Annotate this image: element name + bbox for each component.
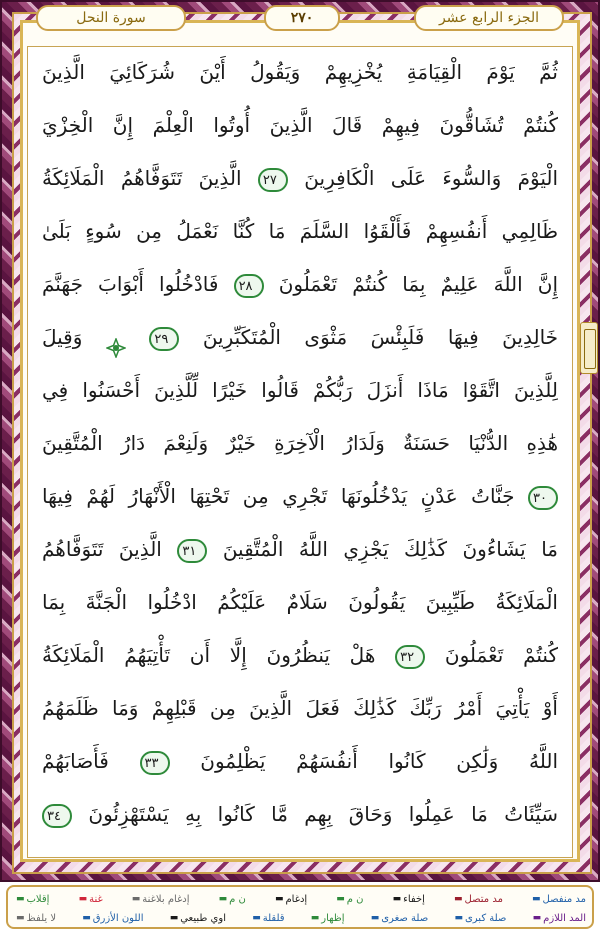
- sajda-star-icon: [106, 329, 126, 349]
- legend-row-2: [16, 909, 586, 927]
- verse-text: سَيِّئَاتُ مَا عَمِلُوا وَحَاقَ بِهِم مَّا كَانُوا بِهِ يَسْتَهْزِئُونَ: [88, 802, 558, 826]
- legend-swatch-icon: ▬: [82, 913, 91, 923]
- ayah-number-marker: ٢٧: [258, 168, 288, 192]
- legend-item: [533, 913, 586, 924]
- surah-name: سورة النحل: [76, 10, 146, 26]
- legend-row-1: [16, 890, 586, 908]
- verse-text: لِلَّذِينَ اتَّقَوْا مَاذَا أَنزَلَ رَبُّكُمْ قَالُوا خَيْرًا لِّلَّذِينَ أَحْسَنُوا فِي: [42, 378, 558, 402]
- text-line: [42, 580, 558, 624]
- text-line: [42, 209, 558, 253]
- legend-label: إقلاب: [26, 893, 50, 905]
- verse-text: مَا يَشَاءُونَ كَذَٰلِكَ يَجْزِي اللَّهُ الْمُتَّقِينَ: [222, 537, 558, 561]
- hizb-marker-inner: [584, 329, 596, 369]
- text-line: [42, 315, 558, 359]
- legend-swatch-icon: ▬: [78, 894, 88, 904]
- verse-text: وَقِيلَ: [42, 325, 83, 349]
- verse-text: هَٰذِهِ الدُّنْيَا حَسَنَةٌ وَلَدَارُ الْآخِرَةِ خَيْرٌ وَلَنِعْمَ دَارُ الْمُتَّقِينَ: [42, 431, 558, 455]
- legend-label: إظهار: [321, 912, 345, 924]
- verse-text: فَأَصَابَهُمْ: [42, 749, 109, 773]
- ayah-number-marker: ٢٨: [234, 274, 264, 298]
- text-line: [42, 474, 558, 518]
- legend-label: قلقلة: [262, 912, 285, 924]
- legend-item: [170, 913, 226, 924]
- ayah-number-marker: ٢٩: [149, 327, 179, 351]
- text-line: [42, 686, 558, 730]
- legend-swatch-icon: ▬: [252, 913, 261, 923]
- page-number-cartouche: [264, 5, 340, 31]
- verse-text: ثُمَّ يَوْمَ الْقِيَامَةِ يُخْزِيهِمْ وَيَقُولُ أَيْنَ شُرَكَائِيَ الَّذِينَ: [42, 60, 558, 84]
- verse-text: الْيَوْمَ وَالسُّوءَ عَلَى الْكَافِرِينَ: [304, 166, 558, 190]
- legend-label: مد منفصل: [542, 893, 586, 905]
- hizb-marker-icon: [580, 322, 598, 374]
- legend-item: [252, 913, 284, 924]
- juz-cartouche: [414, 5, 564, 31]
- text-line: [42, 368, 558, 412]
- text-line: [42, 156, 558, 200]
- legend-swatch-icon: ▬: [16, 913, 25, 923]
- legend-label: صلة كبرى: [464, 912, 507, 924]
- juz-name: الجزء الرابع عشر: [438, 10, 540, 26]
- verse-text: هَلْ يَنظُرُونَ إِلَّا أَن تَأْتِيَهُمُ الْمَلَائِكَةُ: [42, 643, 376, 667]
- ayah-number-marker: ٣٢: [395, 645, 425, 669]
- legend-label: إدغام: [285, 893, 308, 905]
- surah-name-cartouche: [36, 5, 186, 31]
- legend-label: اوي طبيعي: [180, 912, 226, 924]
- legend-label: لا يلفظ: [26, 912, 57, 924]
- legend-item: [393, 894, 425, 905]
- legend-swatch-icon: ▬: [454, 913, 463, 923]
- legend-item: [454, 913, 506, 924]
- verse-text: جَنَّاتُ عَدْنٍ يَدْخُلُونَهَا تَجْرِي مِن تَحْتِهَا الْأَنْهَارُ لَهُمْ فِيهَا: [42, 484, 515, 508]
- legend-swatch-icon: ▬: [392, 894, 402, 904]
- legend-swatch-icon: ▬: [370, 913, 380, 923]
- text-line: [42, 792, 558, 836]
- legend-swatch-icon: ▬: [16, 894, 25, 904]
- ayah-number-marker: ٣٠: [528, 486, 558, 510]
- quran-text-lines: [42, 50, 558, 850]
- text-line: [42, 739, 558, 783]
- legend-item: [82, 913, 143, 924]
- verse-text: كُنتُمْ تُشَاقُّونَ فِيهِمْ قَالَ الَّذِينَ أُوتُوا الْعِلْمَ إِنَّ الْخِزْيَ: [42, 113, 558, 137]
- page-number: ٢٧٠: [290, 10, 314, 26]
- legend-swatch-icon: ▬: [532, 913, 542, 923]
- verse-text: أَوْ يَأْتِيَ أَمْرُ رَبِّكَ كَذَٰلِكَ فَعَلَ الَّذِينَ مِن قَبْلِهِمْ وَمَا ظَلَمَهُمُ: [42, 696, 558, 720]
- legend-label: مد متصل: [464, 893, 503, 905]
- verse-text: خَالِدِينَ فِيهَا فَلَبِئْسَ مَثْوَى الْمُتَكَبِّرِينَ: [202, 325, 558, 349]
- verse-text: كُنتُمْ تَعْمَلُونَ: [444, 643, 558, 667]
- legend-swatch-icon: ▬: [336, 894, 345, 904]
- legend-label: اللون الأزرق: [92, 912, 144, 924]
- text-line: [42, 421, 558, 465]
- legend-swatch-icon: ▬: [274, 894, 284, 904]
- ayah-number-marker: ٣٣: [140, 751, 170, 775]
- legend-label: المد اللازم: [543, 912, 586, 924]
- verse-text: الَّذِينَ تَتَوَفَّاهُمُ: [42, 537, 162, 561]
- page-header: [36, 3, 564, 35]
- ayah-number-marker: ٣٤: [42, 804, 72, 828]
- verse-text: اللَّهُ وَلَٰكِن كَانُوا أَنفُسَهُمْ يَظْلِمُونَ: [200, 749, 558, 773]
- legend-item: [16, 894, 49, 905]
- legend-item: [79, 894, 103, 905]
- legend-item: [454, 894, 503, 905]
- legend-label: إدغام بلاغنة: [142, 893, 190, 905]
- text-line: [42, 633, 558, 677]
- legend-item: [275, 894, 307, 905]
- legend-label: غنة: [89, 893, 103, 905]
- verse-text: إِنَّ اللَّهَ عَلِيمٌ بِمَا كُنتُمْ تَعْمَلُونَ: [278, 272, 558, 296]
- legend-item: [16, 913, 56, 924]
- verse-text: الَّذِينَ تَتَوَفَّاهُمُ الْمَلَائِكَةُ: [42, 166, 242, 190]
- verse-text: فَادْخُلُوا أَبْوَابَ جَهَنَّمَ: [42, 272, 219, 296]
- text-line: [42, 50, 558, 94]
- legend-label: إخفاء: [403, 893, 425, 905]
- tajweed-legend: [6, 885, 594, 929]
- legend-swatch-icon: ▬: [532, 894, 541, 904]
- legend-item: [311, 913, 345, 924]
- text-line: [42, 527, 558, 571]
- legend-swatch-icon: ▬: [169, 913, 179, 923]
- verse-text: ظَالِمِي أَنفُسِهِمْ فَأَلْقَوُا السَّلَمَ مَا كُنَّا نَعْمَلُ مِن سُوءٍ بَلَىٰ: [42, 219, 558, 243]
- legend-swatch-icon: ▬: [454, 894, 463, 904]
- legend-swatch-icon: ▬: [218, 894, 228, 904]
- legend-swatch-icon: ▬: [310, 913, 320, 923]
- legend-label: ن م: [346, 893, 364, 905]
- legend-item: [532, 894, 586, 905]
- legend-item: [371, 913, 429, 924]
- legend-item: [336, 894, 363, 905]
- verse-text: الْمَلَائِكَةُ طَيِّبِينَ يَقُولُونَ سَلَامٌ عَلَيْكُمُ ادْخُلُوا الْجَنَّةَ بِمَا: [42, 590, 558, 614]
- legend-label: ن م: [229, 893, 246, 905]
- text-line: [42, 103, 558, 147]
- ayah-number-marker: ٣١: [177, 539, 207, 563]
- legend-label: صلة صغرى: [381, 912, 429, 924]
- legend-item: [219, 894, 246, 905]
- legend-item: [132, 894, 190, 905]
- text-line: [42, 262, 558, 306]
- legend-swatch-icon: ▬: [131, 894, 141, 904]
